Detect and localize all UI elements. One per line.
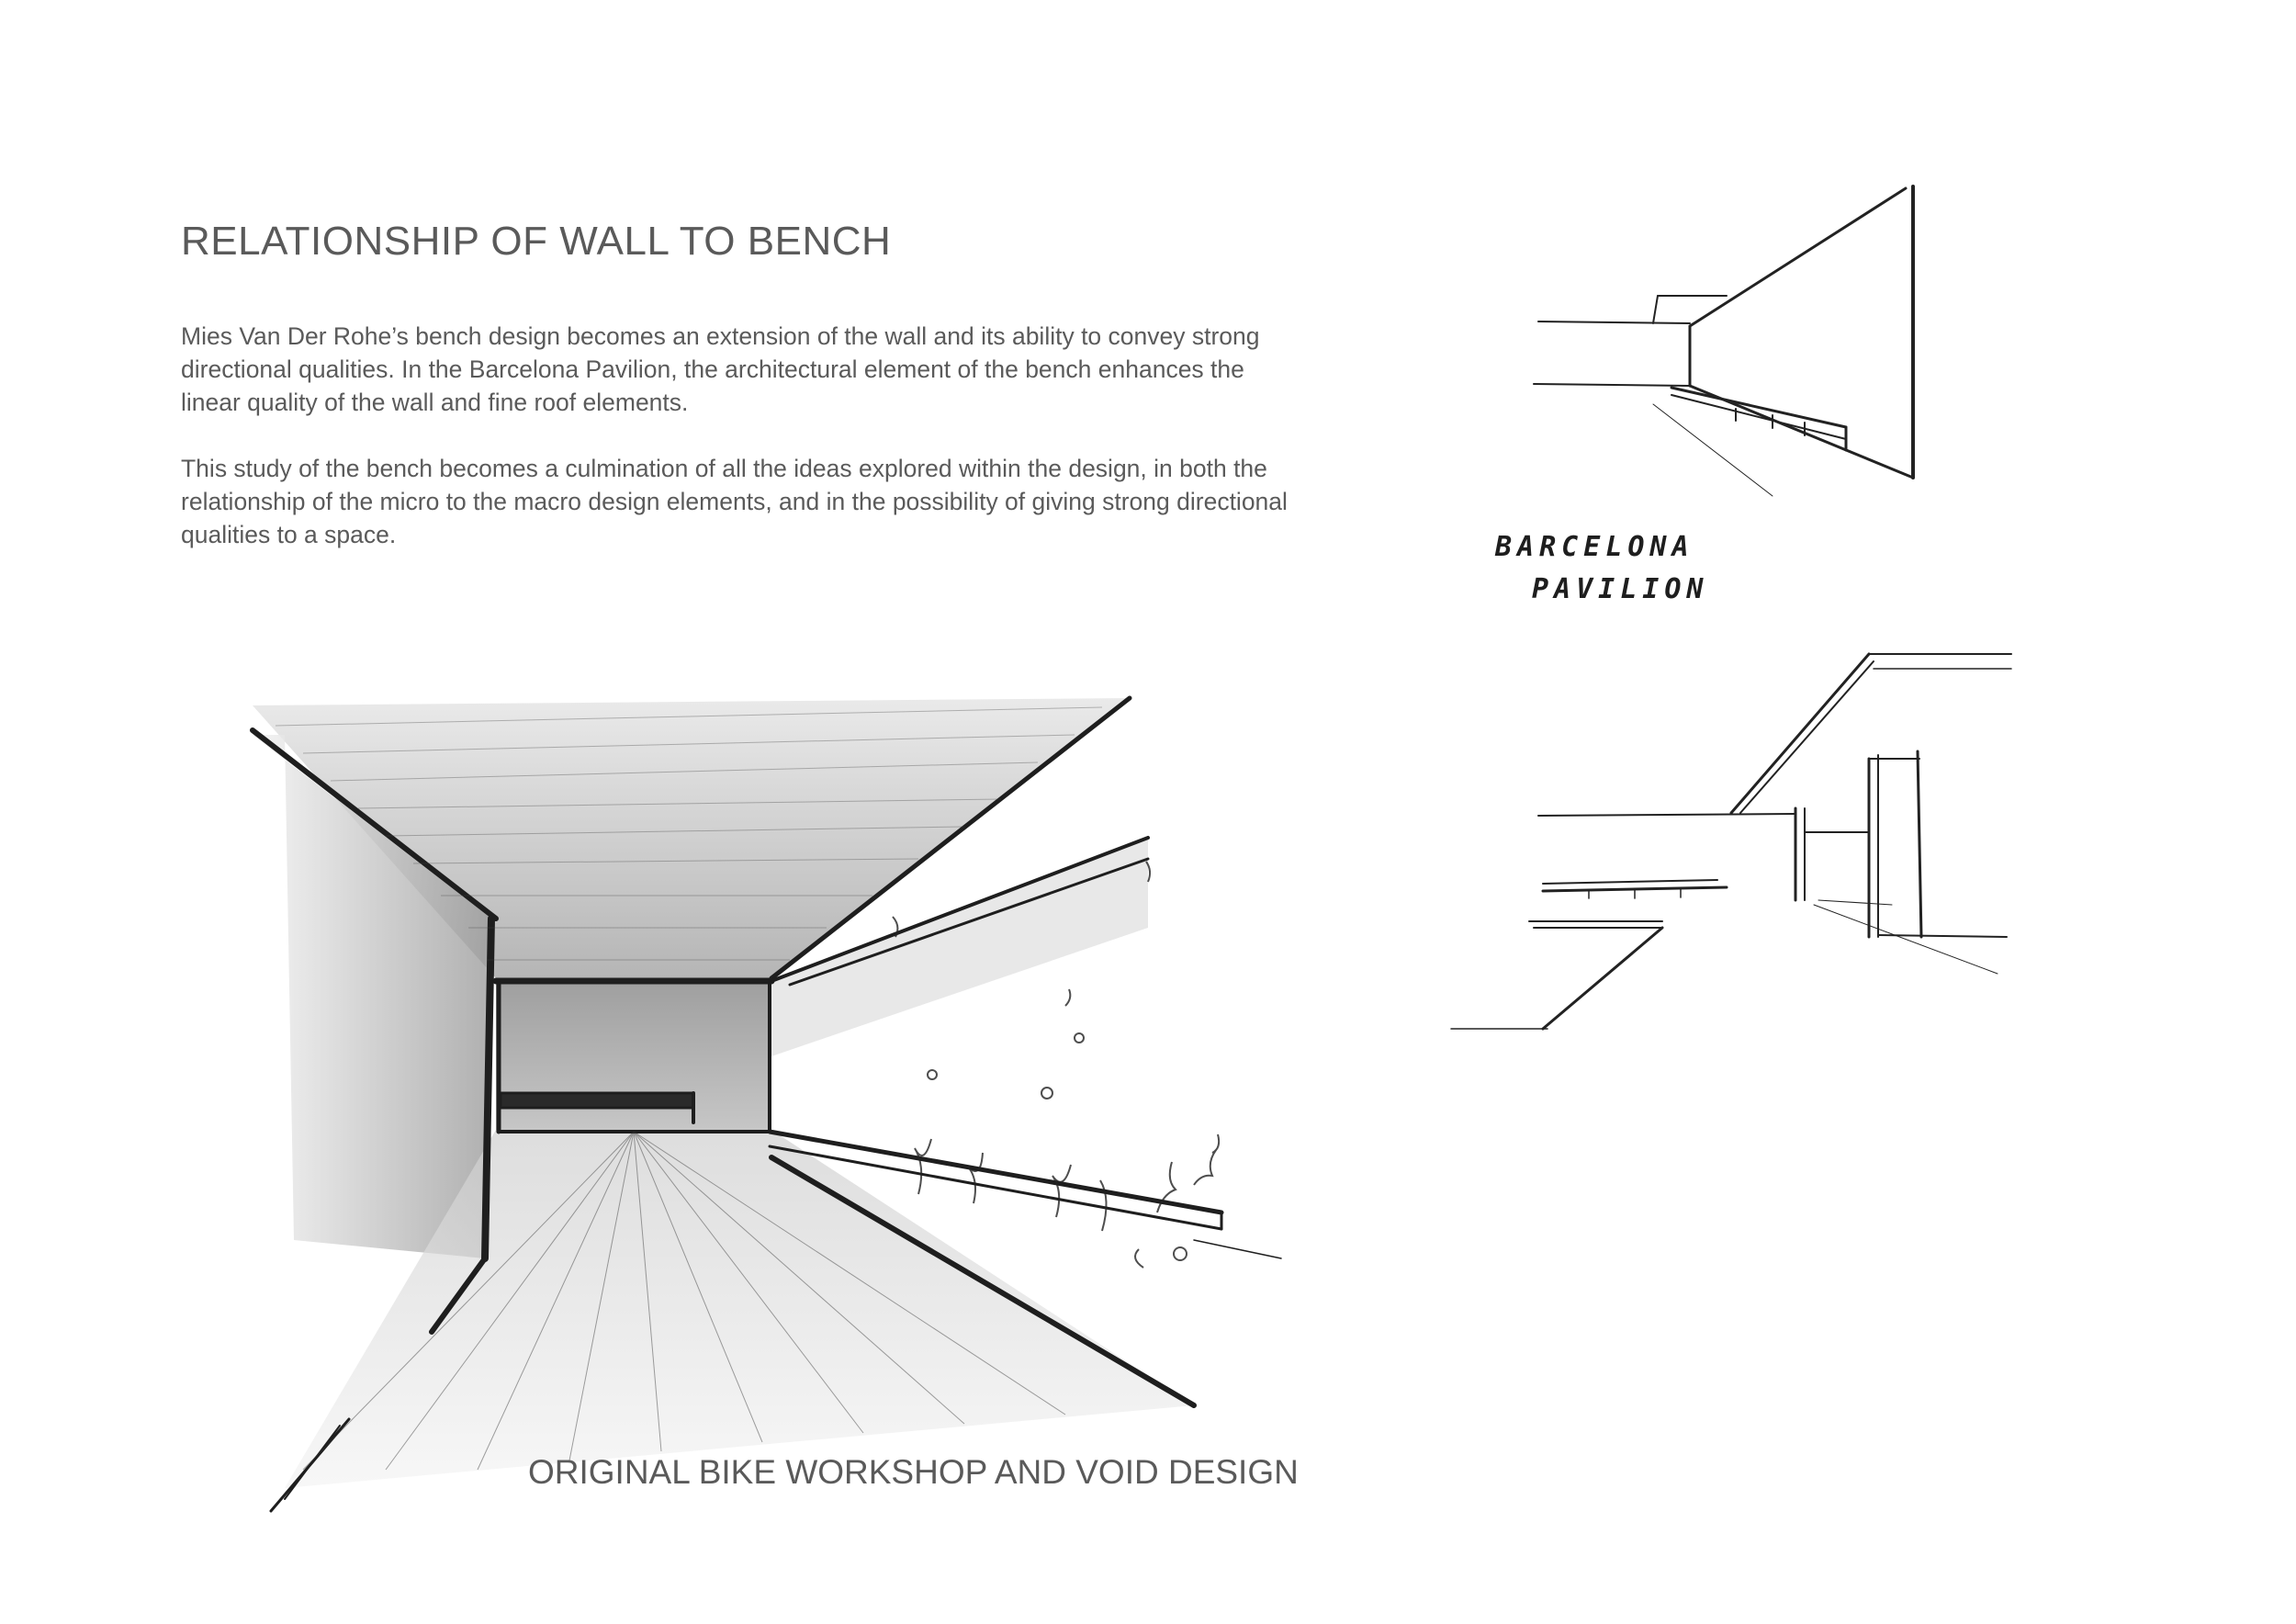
page-title: RELATIONSHIP OF WALL TO BENCH bbox=[181, 219, 892, 264]
handwritten-label-barcelona: BARCELONA bbox=[1495, 531, 1694, 563]
intro-paragraph: Mies Van Der Rohe’s bench design becomes an extension of the wall and its ability to convey strong directional qualities. In the Barcelona Pavilion, the architectural element of the bench enhances the linear quality of the wall and fine roof elements. bbox=[181, 322, 1260, 416]
study-paragraph: This study of the bench becomes a culmination of all the ideas explored within the design, in both the relationship of the micro to the macro design elements, and in the possibility of giving strong directional qualities to a space. bbox=[181, 455, 1288, 548]
main-sketch-caption: ORIGINAL BIKE WORKSHOP AND VOID DESIGN bbox=[528, 1453, 1299, 1491]
handwritten-label-pavilion: PAVILION bbox=[1532, 573, 1709, 605]
